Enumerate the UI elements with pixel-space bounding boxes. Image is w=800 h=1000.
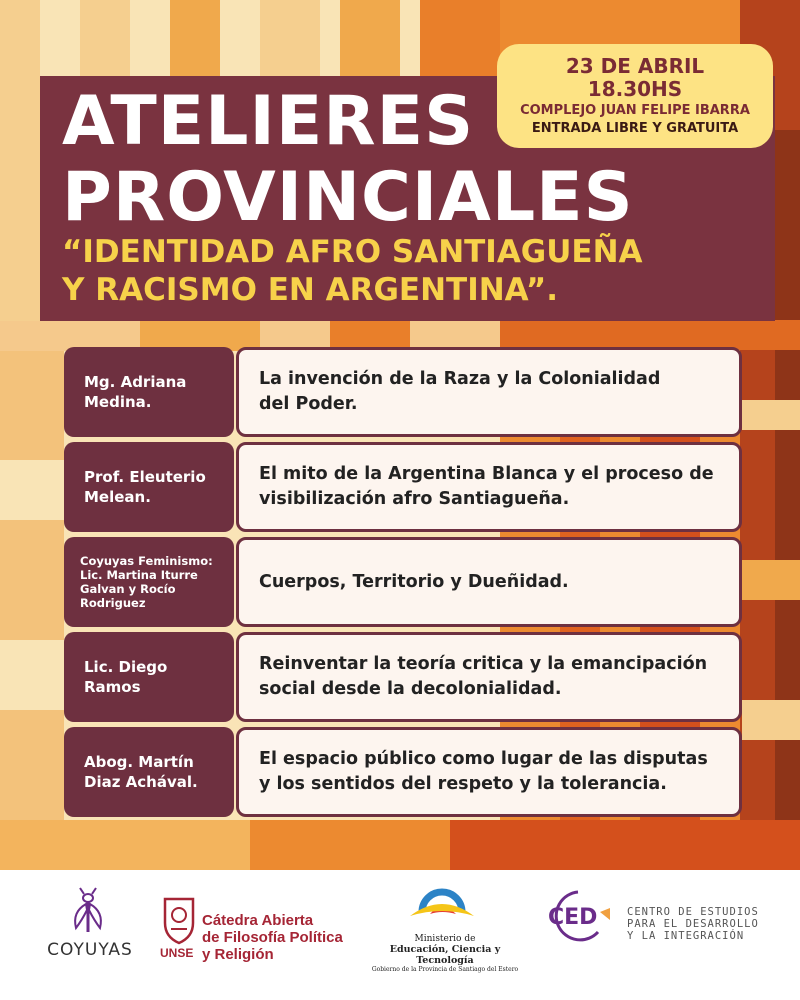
session-row [64, 727, 742, 817]
event-time: 18.30HS [587, 77, 683, 101]
session-row [64, 537, 742, 627]
subtitle-line-1: “IDENTIDAD AFRO SANTIAGUEÑA [62, 234, 643, 270]
session-row [64, 442, 742, 532]
speaker-name [64, 442, 234, 532]
speaker-line: Ramos [84, 678, 141, 696]
talk-line: y los sentidos del respeto y la tolerancia. [259, 774, 667, 794]
speaker-line: Galvan y Rocío [80, 582, 176, 596]
speaker-line: Coyuyas Feminismo: [80, 554, 213, 568]
speaker-name [64, 347, 234, 437]
speaker-name [64, 632, 234, 722]
title-line-2: PROVINCIALES [62, 158, 634, 237]
cicada-logo-icon [68, 884, 108, 936]
ced-logo-text: CED [548, 905, 598, 930]
talk-line: social desde la decolonialidad. [259, 679, 562, 699]
session-row [64, 632, 742, 722]
ministerio-wordmark [360, 934, 530, 974]
talk-title [236, 632, 742, 722]
subtitle [62, 233, 643, 309]
ministerio-logo-icon [402, 882, 482, 932]
event-info-badge [497, 44, 773, 148]
talk-title [236, 347, 742, 437]
event-date: 23 DE ABRIL [565, 54, 705, 78]
ced-line: PARA EL DESARROLLO [627, 918, 759, 930]
subtitle-line-2: Y RACISMO EN ARGENTINA”. [62, 272, 558, 308]
talk-line: visibilización afro Santiagueña. [259, 489, 570, 509]
speaker-line: Lic. Diego [84, 658, 168, 676]
ministerio-line: Educación, Ciencia y Tecnología [389, 944, 501, 966]
talk-line: El espacio público como lugar de las disputas [259, 749, 708, 769]
talk-line: del Poder. [259, 394, 358, 414]
title-line-1: ATELIERES [62, 82, 475, 161]
speaker-line: Melean. [84, 488, 151, 506]
unse-shield-icon [161, 893, 197, 945]
ministerio-line: Gobierno de la Provincia de Santiago del Estero [371, 966, 519, 973]
speaker-name [64, 537, 234, 627]
event-admission: ENTRADA LIBRE Y GRATUITA [531, 121, 739, 136]
talk-line: La invención de la Raza y la Colonialidad [259, 369, 661, 389]
ced-line: CENTRO DE ESTUDIOS [627, 906, 759, 918]
ced-logo-icon [538, 888, 620, 944]
ced-line: Y LA INTEGRACIÓN [627, 930, 745, 942]
coyuyas-wordmark: COYUYAS [47, 940, 133, 960]
speaker-line: Mg. Adriana [84, 373, 187, 391]
talk-title [236, 727, 742, 817]
talk-title [236, 537, 742, 627]
speaker-line: Diaz Achával. [84, 773, 198, 791]
unse-wordmark: UNSE [160, 946, 194, 960]
ministerio-line: Ministerio de [414, 934, 476, 944]
speaker-line: Prof. Eleuterio [84, 468, 206, 486]
speaker-line: Rodriguez [80, 596, 146, 610]
speaker-name [64, 727, 234, 817]
speaker-line: Abog. Martín [84, 753, 194, 771]
talk-line: Cuerpos, Territorio y Dueñidad. [259, 571, 569, 592]
speaker-line: Medina. [84, 393, 152, 411]
catedra-wordmark [202, 912, 343, 963]
speaker-line: Lic. Martina Iturre [80, 568, 198, 582]
ced-wordmark [627, 906, 759, 942]
catedra-line: de Filosofía Política [202, 929, 343, 946]
catedra-line: Cátedra Abierta [202, 912, 314, 929]
event-venue: COMPLEJO JUAN FELIPE IBARRA [520, 103, 750, 118]
session-row [64, 347, 742, 437]
talk-line: Reinventar la teoría critica y la emancipación [259, 654, 708, 674]
talk-title [236, 442, 742, 532]
talk-line: El mito de la Argentina Blanca y el proceso de [259, 464, 714, 484]
catedra-line: y Religión [202, 946, 274, 963]
